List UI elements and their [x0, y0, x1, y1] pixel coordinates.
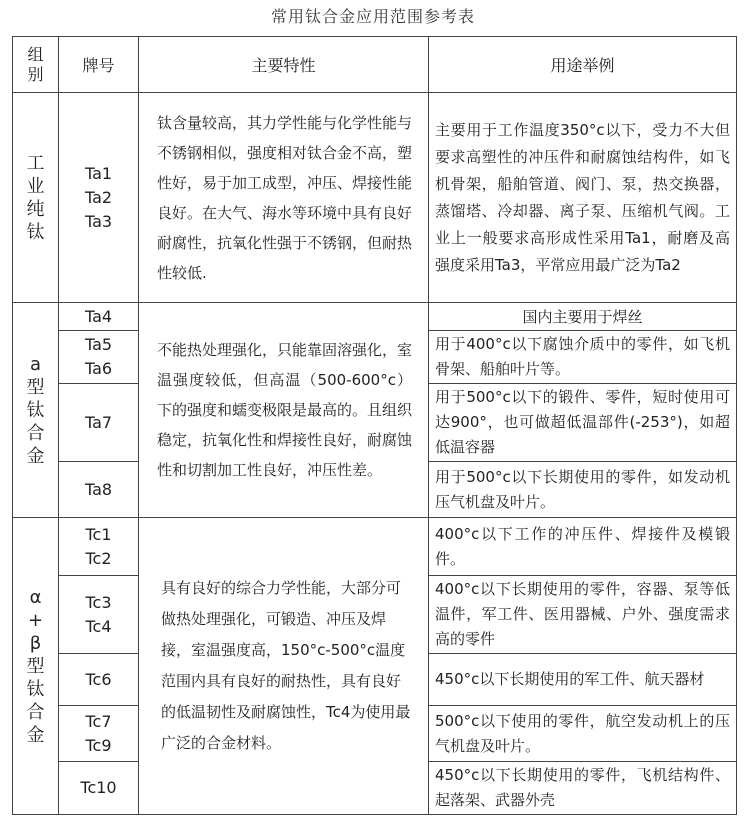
grade-cell: Tc6 [59, 654, 139, 706]
header-uses: 用途举例 [429, 37, 737, 93]
use-cell: 国内主要用于焊丝 [429, 303, 737, 331]
grade-cell: Tc1 Tc2 [59, 518, 139, 576]
group-pure-titanium: 工 业 纯 钛 [13, 93, 59, 303]
use-cell: 500°c以下使用的零件，航空发动机上的压气机盘及叶片。 [429, 706, 737, 762]
page-title: 常用钛合金应用范围参考表 [270, 7, 475, 26]
use-cell: 用于500°c以下的锻件、零件，短时使用可达900°，也可做超低温部件(-253°)，如超低温容器 [429, 384, 737, 462]
group-alpha-beta-alloy: α + β 型 钛 合 金 [13, 518, 59, 815]
group-alpha-alloy: a 型 钛 合 金 [13, 303, 59, 518]
grade-cell: Ta8 [59, 462, 139, 518]
table-row [13, 518, 737, 576]
titanium-alloy-table [12, 36, 737, 815]
use-cell: 400°c以下长期使用的零件，容器、泵等低温件，军工件、医用器械、户外、强度需求高的零件 [429, 576, 737, 654]
table-row [13, 93, 737, 303]
grade-cell: Tc10 [59, 762, 139, 815]
use-cell: 用于400°c以下腐蚀介质中的零件，如飞机骨架、船舶叶片等。 [429, 331, 737, 384]
header-row [13, 37, 737, 93]
grade-cell: Ta1 Ta2 Ta3 [59, 93, 139, 303]
use-cell: 450°c以下长期使用的零件，飞机结构件、起落架、武器外壳 [429, 762, 737, 815]
features-pure: 钛含量较高，其力学性能与化学性能与不锈钢相似，强度相对钛合金不高，塑性好，易于加工成型，冲压、焊接性能良好。在大气、海水等环境中具有良好耐腐性，抗氧化性强于不锈钢，但耐热性较低. [139, 93, 429, 303]
header-grade: 牌号 [59, 37, 139, 93]
header-features: 主要特性 [139, 37, 429, 93]
use-cell: 450°c以下长期使用的军工件、航天器材 [429, 654, 737, 706]
features-alpha-beta: 具有良好的综合力学性能，大部分可做热处理强化，可锻造、冲压及焊接，室温强度高，150°c-500°c温度范围内具有良好的耐热性，具有良好的低温韧性及耐腐蚀性，Tc4为使用最广泛的合金材料。 [139, 518, 429, 815]
grade-cell: Tc7 Tc9 [59, 706, 139, 762]
header-group: 组 别 [13, 37, 59, 93]
grade-cell: Ta5 Ta6 [59, 331, 139, 384]
grade-cell: Ta4 [59, 303, 139, 331]
table-row [13, 303, 737, 331]
use-cell: 用于500°c以下长期使用的零件，如发动机压气机盘及叶片。 [429, 462, 737, 518]
grade-cell: Tc3 Tc4 [59, 576, 139, 654]
features-alpha: 不能热处理强化，只能靠固溶强化，室温强度较低，但高温（500-600°c）下的强度和蠕变极限是最高的。且组织稳定，抗氧化性和焊接性良好，耐腐蚀性和切割加工性良好，冲压性差。 [139, 303, 429, 518]
use-pure: 主要用于工作温度350°c以下，受力不大但要求高塑性的冲压件和耐腐蚀结构件，如飞机骨架，船舶管道、阀门、泵，热交换器，蒸馏塔、冷却器、离子泵、压缩机气阀。工业上一般要求高形成性采用Ta1，耐磨及高强度采用Ta3，平常应用最广泛为Ta2 [429, 93, 737, 303]
use-cell: 400°c以下工作的冲压件、焊接件及模锻件。 [429, 518, 737, 576]
grade-cell: Ta7 [59, 384, 139, 462]
